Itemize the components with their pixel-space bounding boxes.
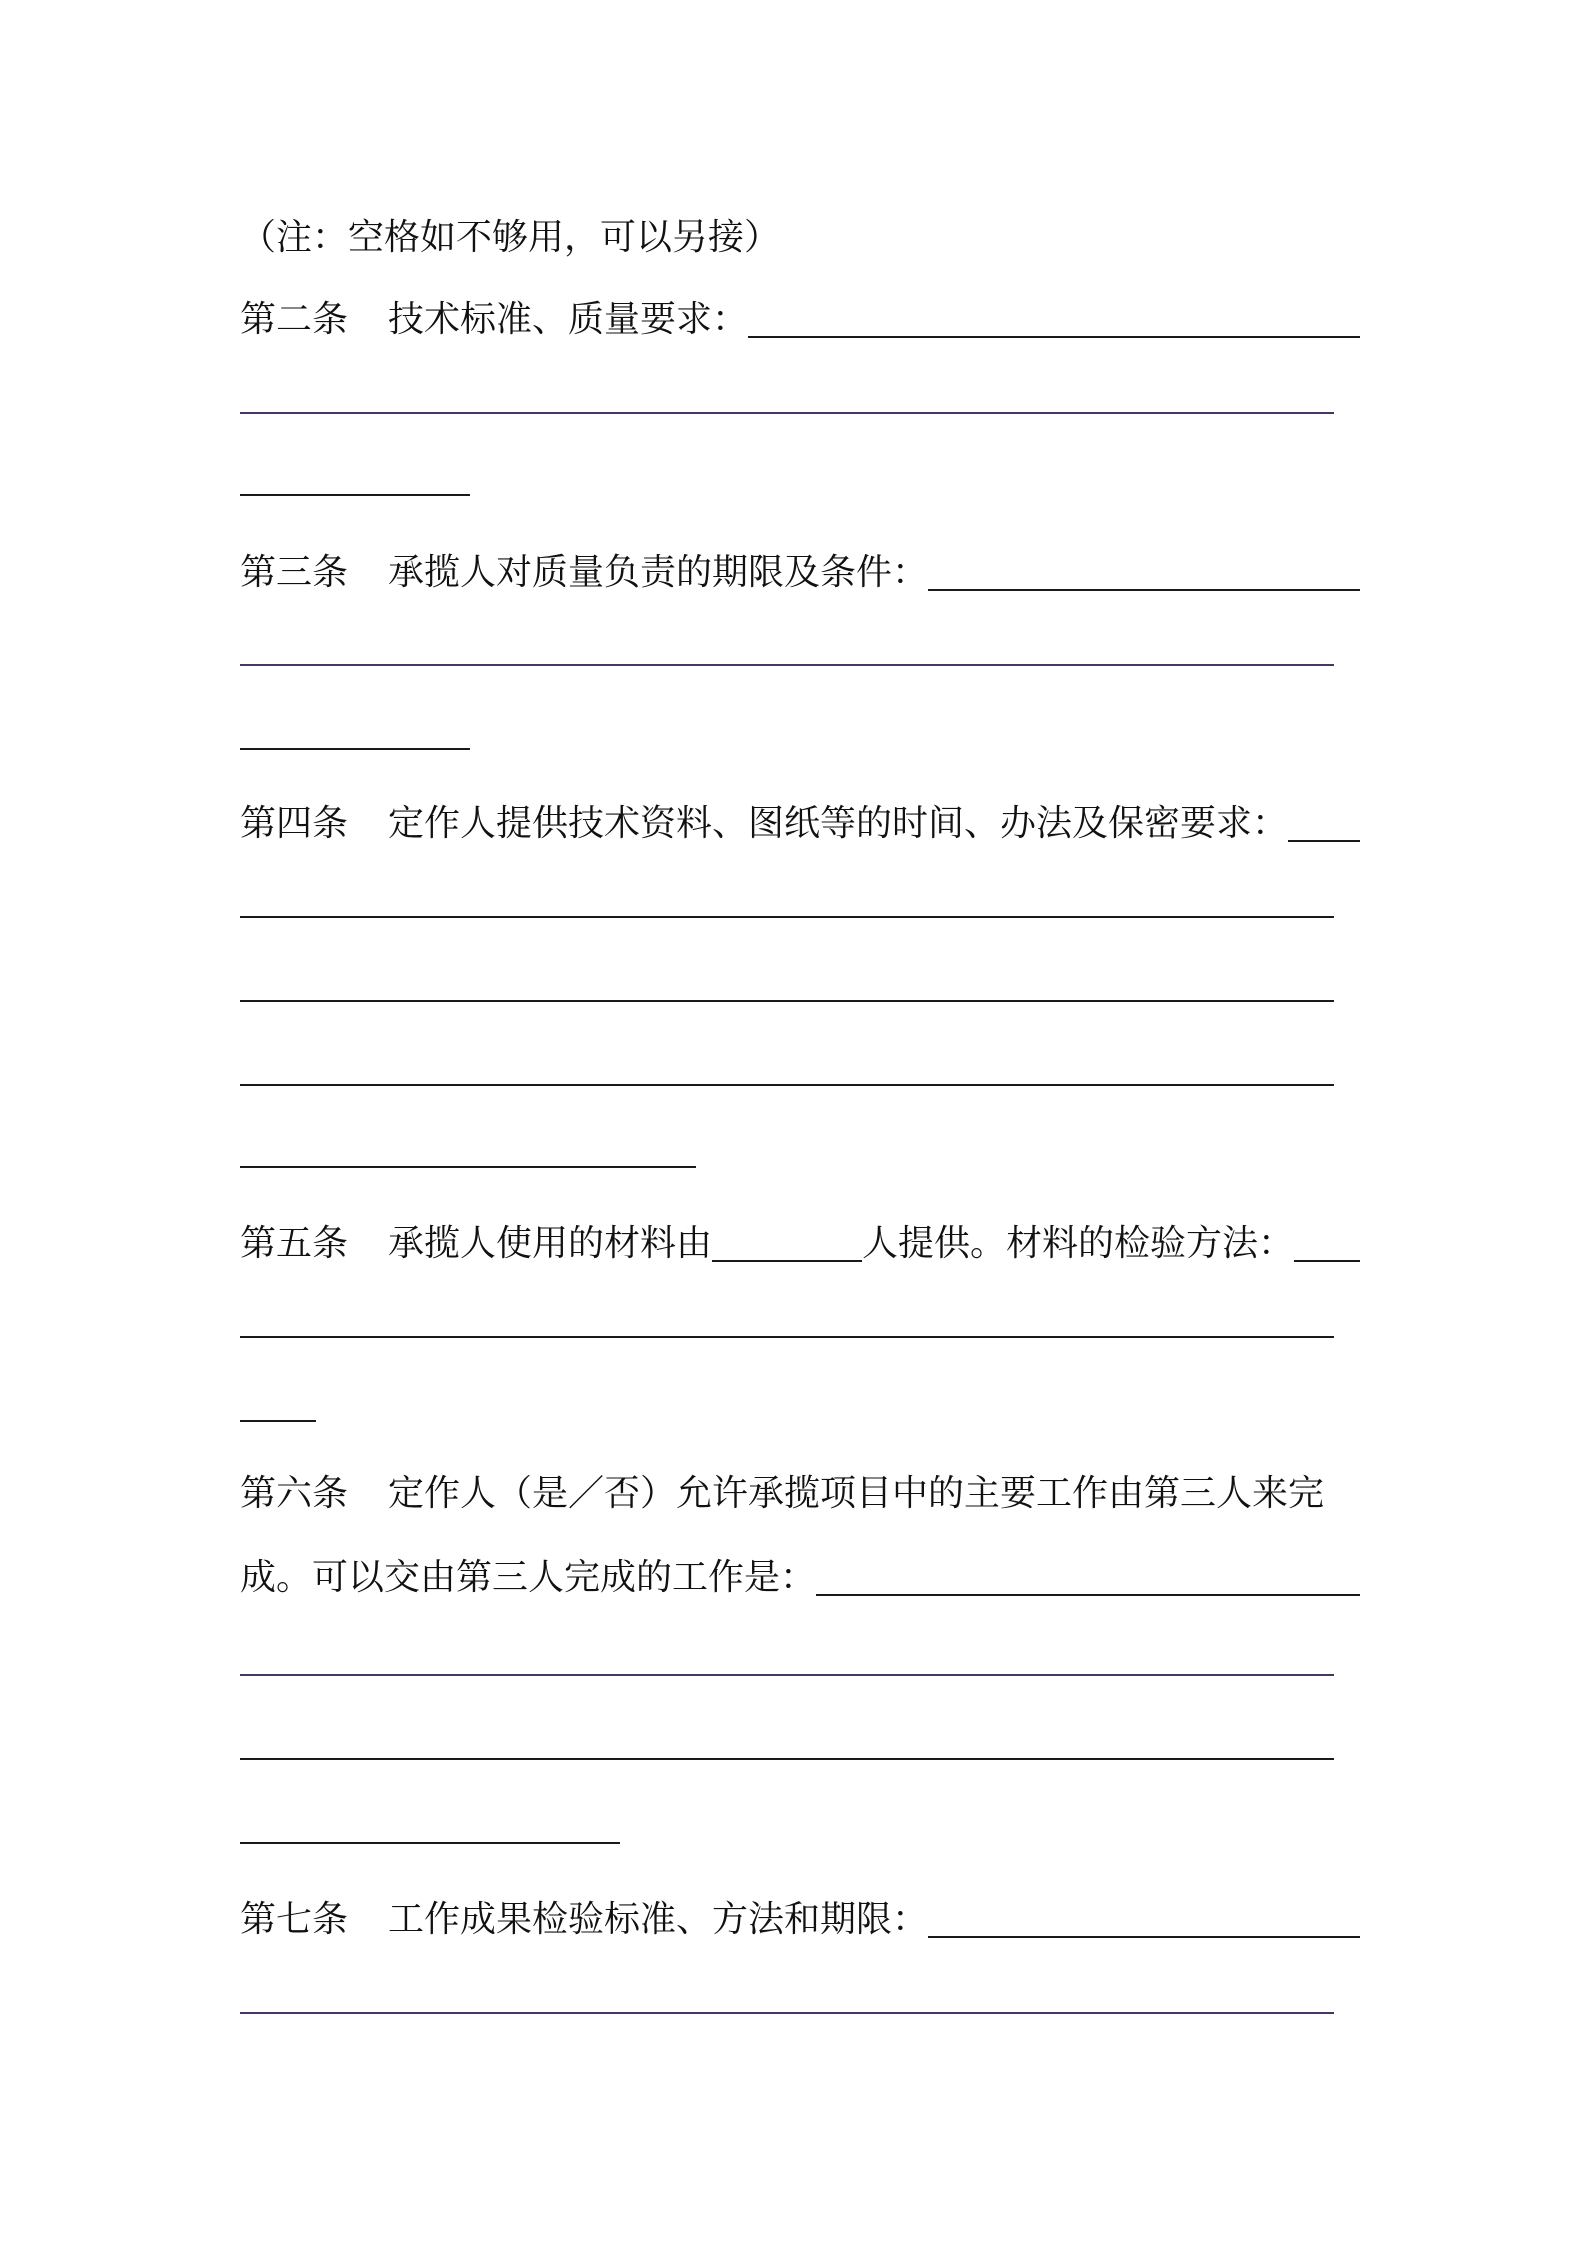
article-2-title: 技术标准、质量要求： xyxy=(388,299,749,340)
article-3-line xyxy=(240,535,1360,595)
article-2-fill-line-2[interactable] xyxy=(240,494,470,496)
article-2-fill-line-1[interactable] xyxy=(240,412,1334,414)
article-4-fill-line-1[interactable] xyxy=(240,916,1334,918)
article-5-fill-line-1[interactable] xyxy=(240,1336,1334,1338)
article-3-fill-line-1[interactable] xyxy=(240,664,1334,666)
article-7-number: 第七条 xyxy=(240,1899,349,1940)
article-5-number: 第五条 xyxy=(240,1223,349,1264)
article-5-blank[interactable] xyxy=(1294,1224,1360,1262)
article-5-line xyxy=(240,1206,1360,1266)
article-4-line xyxy=(240,786,1360,846)
article-6-line-1 xyxy=(240,1456,1360,1516)
article-3-fill-line-2[interactable] xyxy=(240,748,470,750)
note-line xyxy=(240,200,1360,260)
article-4-title: 定作人提供技术资料、图纸等的时间、办法及保密要求： xyxy=(388,803,1289,844)
article-3-blank[interactable] xyxy=(928,553,1360,591)
article-5-supplier-blank[interactable] xyxy=(712,1224,862,1262)
article-6-number: 第六条 xyxy=(240,1473,349,1514)
article-5-fill-line-2[interactable] xyxy=(240,1420,316,1422)
article-7-line xyxy=(240,1882,1360,1942)
article-6-blank[interactable] xyxy=(816,1558,1360,1596)
article-6-text-1: 定作人（是／否）允许承揽项目中的主要工作由第三人来完 xyxy=(388,1473,1325,1514)
article-2-number: 第二条 xyxy=(240,299,349,340)
article-7-fill-line-1[interactable] xyxy=(240,2012,1334,2014)
article-6-text-2: 成。可以交由第三人完成的工作是： xyxy=(240,1557,817,1598)
article-4-fill-line-3[interactable] xyxy=(240,1084,1334,1086)
article-2-line xyxy=(240,282,1360,342)
article-2-blank[interactable] xyxy=(748,300,1360,338)
article-3-title: 承揽人对质量负责的期限及条件： xyxy=(388,552,929,593)
article-4-fill-line-2[interactable] xyxy=(240,1000,1334,1002)
article-6-line-2 xyxy=(240,1540,1360,1600)
article-4-fill-line-4[interactable] xyxy=(240,1166,696,1168)
article-5-title-part2: 人提供。材料的检验方法： xyxy=(862,1223,1295,1264)
article-6-fill-line-1[interactable] xyxy=(240,1674,1334,1676)
article-5-title-part1: 承揽人使用的材料由 xyxy=(388,1223,713,1264)
article-7-title: 工作成果检验标准、方法和期限： xyxy=(388,1899,929,1940)
article-6-fill-line-3[interactable] xyxy=(240,1842,620,1844)
article-3-number: 第三条 xyxy=(240,552,349,593)
note-text: （注：空格如不够用，可以另接） xyxy=(240,217,781,258)
article-4-number: 第四条 xyxy=(240,803,349,844)
article-7-blank[interactable] xyxy=(928,1900,1360,1938)
article-4-blank[interactable] xyxy=(1288,804,1360,842)
article-6-fill-line-2[interactable] xyxy=(240,1758,1334,1760)
